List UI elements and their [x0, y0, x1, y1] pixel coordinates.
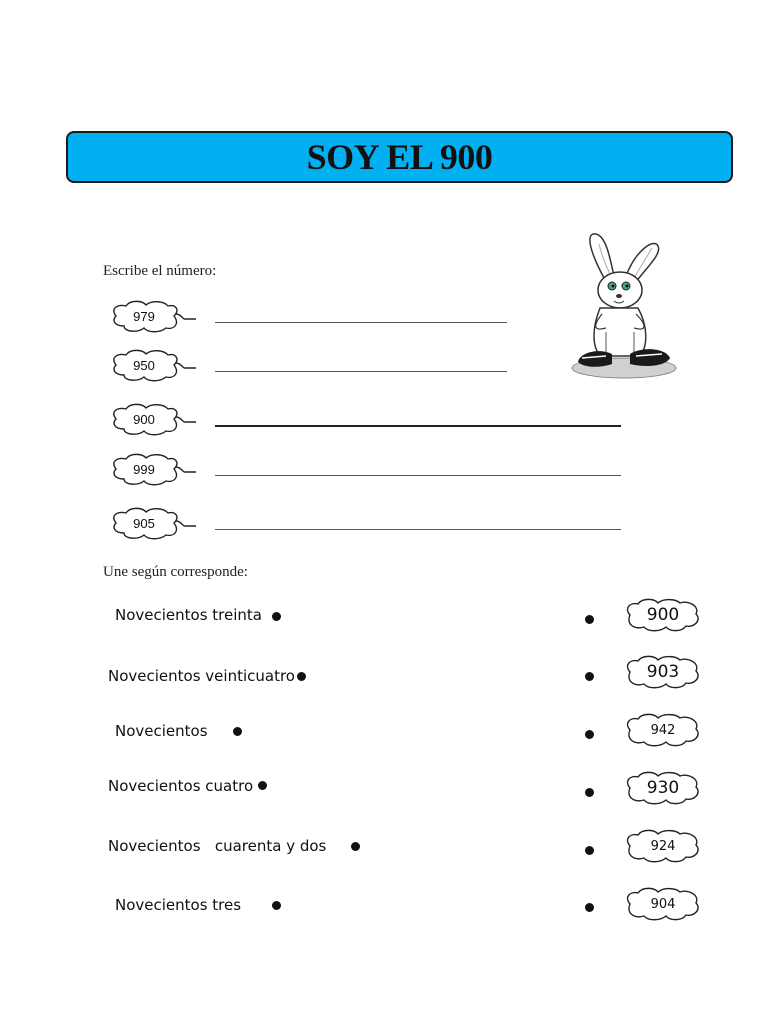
cloud-number: 942: [650, 722, 676, 738]
cloud-number: 900: [133, 411, 155, 427]
number-word-label: Novecientos cuatro: [108, 777, 254, 795]
number-cloud: [108, 505, 200, 541]
left-match-dot[interactable]: [233, 727, 242, 736]
cloud-number: 999: [133, 461, 155, 477]
cloud-number: 904: [650, 896, 676, 912]
cloud-number: 903: [646, 662, 680, 682]
left-match-dot[interactable]: [272, 901, 281, 910]
left-match-dot[interactable]: [258, 781, 267, 790]
cloud-number: 979: [133, 308, 155, 324]
number-cloud: [108, 347, 200, 383]
number-word-label: Novecientos cuarenta y dos: [108, 837, 327, 855]
number-cloud: [108, 298, 200, 334]
answer-line[interactable]: [215, 475, 621, 476]
number-cloud: [624, 713, 702, 747]
cloud-number: 930: [646, 778, 680, 798]
number-cloud: [624, 771, 702, 805]
cloud-number: 950: [133, 357, 155, 373]
right-match-dot[interactable]: [585, 672, 594, 681]
left-match-dot[interactable]: [272, 612, 281, 621]
title-banner: [66, 131, 733, 183]
answer-line[interactable]: [215, 529, 621, 530]
number-cloud: [108, 451, 200, 487]
cloud-number: 900: [646, 605, 680, 625]
number-word-label: Novecientos veinticuatro: [108, 667, 295, 685]
match-instruction: Une según corresponde:: [103, 564, 248, 580]
cloud-number: 924: [650, 838, 676, 854]
right-match-dot[interactable]: [585, 903, 594, 912]
number-cloud: [108, 401, 200, 437]
number-word-label: Novecientos: [115, 722, 208, 740]
left-match-dot[interactable]: [297, 672, 306, 681]
number-word-label: Novecientos tres: [115, 896, 242, 914]
answer-line[interactable]: [215, 371, 507, 372]
write-number-instruction: Escribe el número:: [103, 263, 217, 279]
cloud-number: 905: [133, 515, 155, 531]
page-title: SOY EL 900: [306, 137, 493, 177]
number-cloud: [624, 598, 702, 632]
left-match-dot[interactable]: [351, 842, 360, 851]
number-cloud: [624, 655, 702, 689]
right-match-dot[interactable]: [585, 615, 594, 624]
number-cloud: [624, 887, 702, 921]
bunny-icon: [566, 228, 686, 380]
right-match-dot[interactable]: [585, 788, 594, 797]
right-match-dot[interactable]: [585, 730, 594, 739]
answer-line[interactable]: [215, 425, 621, 427]
number-word-label: Novecientos treinta: [115, 606, 262, 624]
number-cloud: [624, 829, 702, 863]
right-match-dot[interactable]: [585, 846, 594, 855]
answer-line[interactable]: [215, 322, 507, 323]
